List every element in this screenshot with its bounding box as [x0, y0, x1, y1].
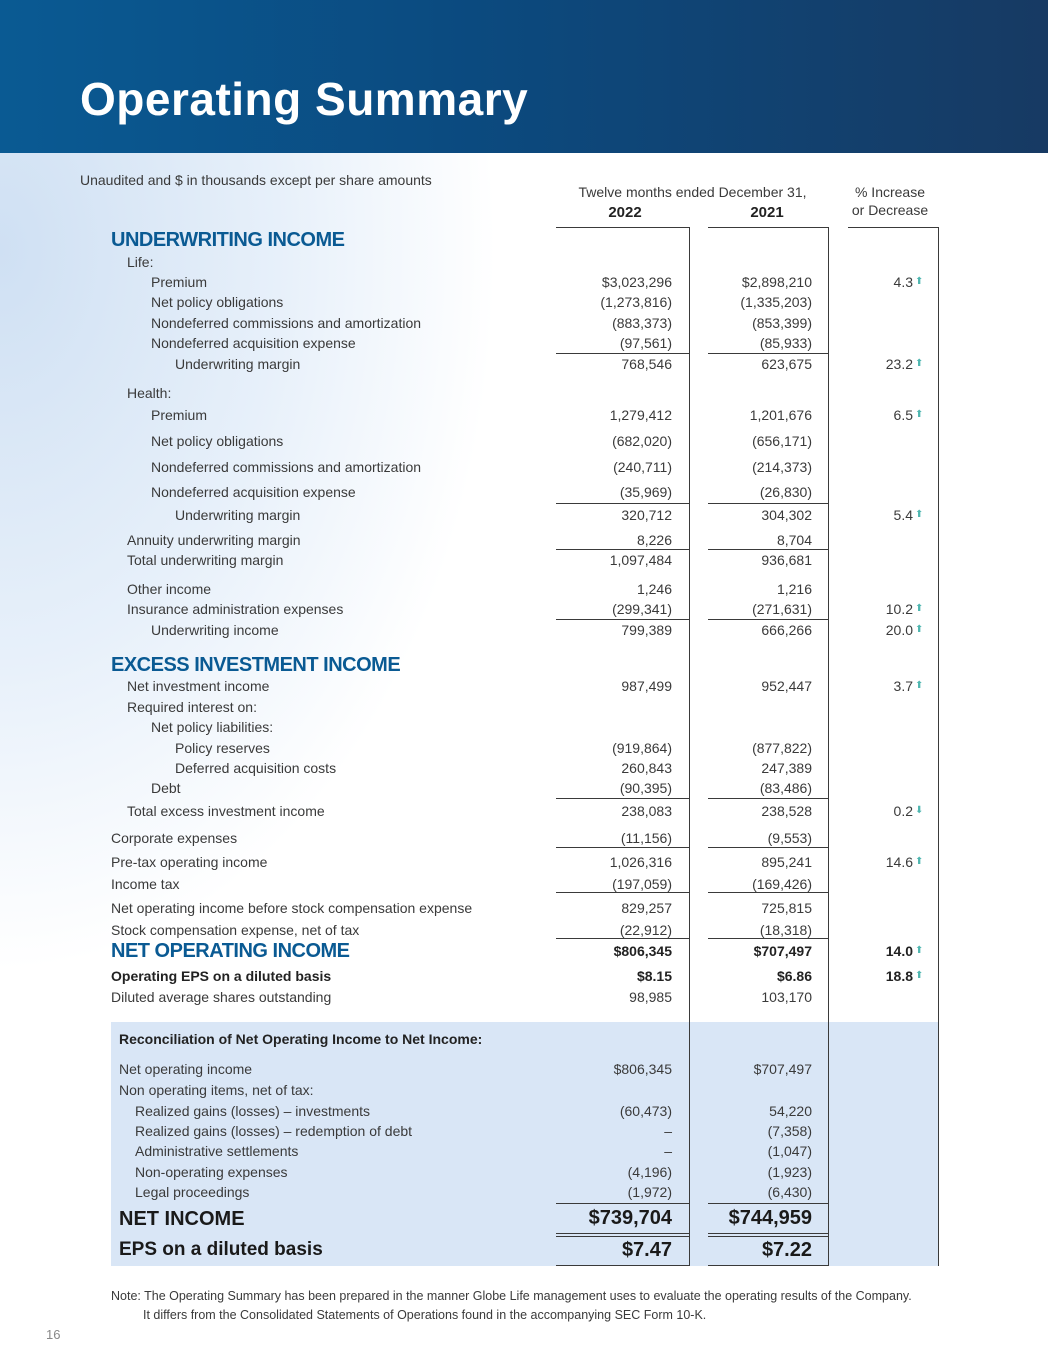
pct-change: 14.6: [885, 854, 913, 870]
year-2022-header: 2022: [608, 204, 642, 221]
row-label: Required interest on:: [127, 699, 257, 715]
pct-change: 0.2: [893, 803, 913, 819]
table-row: [0, 505, 1048, 525]
row-label: Premium: [151, 407, 208, 423]
value-2021: $744,959: [728, 1207, 812, 1229]
value-2021: 304,302: [761, 507, 812, 523]
value-2021: (83,486): [759, 780, 812, 796]
row-label: Income tax: [111, 876, 180, 892]
pct-header-line2: or Decrease: [851, 202, 929, 218]
arrow-up-icon: ⬆: [915, 409, 924, 420]
table-row: [0, 1182, 1048, 1202]
rule-tax-2: [708, 892, 828, 893]
arrow-up-icon: ⬆: [915, 680, 924, 691]
table-row: [0, 292, 1048, 312]
table-row: [0, 941, 1048, 961]
recon-title: Reconciliation of Net Operating Income to Net Income:: [119, 1031, 483, 1047]
row-label: Net operating income before stock compensation expense: [111, 900, 473, 916]
rule-stock-1: [556, 938, 689, 939]
arrow-up-icon: ⬆: [915, 856, 924, 867]
row-label: Premium: [151, 274, 208, 290]
table-row: [0, 852, 1048, 872]
arrow-up-icon: ⬆: [915, 624, 924, 635]
eps-label: EPS on a diluted basis: [119, 1239, 323, 1260]
value-2022: 238,083: [621, 803, 672, 819]
value-2022: $739,704: [588, 1207, 672, 1229]
value-2022: (197,059): [612, 876, 672, 892]
pct-change: 23.2: [885, 356, 913, 372]
value-2022: (22,912): [619, 922, 672, 938]
section-underwriting: [0, 230, 1048, 250]
rule-health-2: [708, 503, 828, 504]
table-row: [0, 898, 1048, 918]
col2-header-rule: [708, 227, 828, 228]
table-row: [0, 313, 1048, 333]
row-label: Health:: [127, 385, 172, 401]
page-number: 16: [46, 1327, 61, 1342]
row-label: Diluted average shares outstanding: [111, 989, 332, 1005]
value-2021: $2,898,210: [741, 274, 812, 290]
value-2021: 238,528: [761, 803, 812, 819]
pct-change: 10.2: [885, 601, 913, 617]
value-2021: $7.22: [761, 1239, 812, 1261]
row-label: Nondeferred commissions and amortization: [151, 459, 422, 475]
col1-header-rule: [556, 227, 689, 228]
value-2021: (656,171): [752, 433, 812, 449]
row-label: Underwriting income: [151, 622, 279, 638]
value-2021: 8,704: [776, 532, 812, 548]
value-2021: (85,933): [759, 335, 812, 351]
arrow-up-icon: ⬆: [915, 358, 924, 369]
rule-health-1: [556, 503, 689, 504]
row-label: Net policy liabilities:: [151, 719, 274, 735]
table-row: [0, 828, 1048, 848]
value-2021: (1,923): [767, 1164, 812, 1180]
section-excess: [0, 655, 1048, 675]
table-row: [0, 874, 1048, 894]
page-title: Operating Summary: [80, 73, 529, 125]
table-row: [0, 717, 1048, 737]
period-header: Twelve months ended December 31,: [578, 184, 807, 200]
rule-annuity-1: [556, 549, 689, 550]
table-row: [0, 1101, 1048, 1121]
table-row: [0, 405, 1048, 425]
row-label: Underwriting margin: [175, 507, 301, 523]
value-2021: 936,681: [761, 552, 812, 568]
value-2021: 725,815: [761, 900, 812, 916]
value-2021: (1,335,203): [740, 294, 812, 310]
table-row: [0, 1059, 1048, 1079]
value-2022: (1,972): [627, 1184, 672, 1200]
value-2022: 320,712: [621, 507, 672, 523]
value-2021: 1,216: [776, 581, 812, 597]
value-2022: (11,156): [620, 830, 672, 846]
pct-change: 4.3: [893, 274, 913, 290]
table-row: [0, 987, 1048, 1007]
row-label: Underwriting margin: [175, 356, 301, 372]
value-2022: $806,345: [613, 943, 672, 959]
row-label: Net investment income: [127, 678, 270, 694]
table-row: [0, 1208, 1048, 1228]
row-label: Other income: [127, 581, 212, 597]
value-2021: (169,426): [752, 876, 812, 892]
arrow-up-icon: ⬆: [915, 970, 924, 981]
row-label: Non-operating expenses: [135, 1164, 288, 1180]
pct-header-line1: % Increase: [854, 184, 926, 200]
pct-change: 6.5: [893, 407, 913, 423]
value-2021: (214,373): [752, 459, 812, 475]
value-2022: 799,389: [621, 622, 672, 638]
value-2021: 952,447: [761, 678, 812, 694]
value-2022: $8.15: [636, 968, 672, 984]
table-row: [0, 697, 1048, 717]
table-row: [0, 966, 1048, 986]
arrow-up-icon: ⬆: [915, 945, 924, 956]
pct-change: 5.4: [893, 507, 913, 523]
rule-legal-1: [556, 1203, 689, 1204]
table-row: [0, 530, 1048, 550]
section-underwriting-title: UNDERWRITING INCOME: [111, 229, 345, 251]
value-2022: 1,026,316: [609, 854, 672, 870]
value-2022: 1,279,412: [609, 407, 672, 423]
rule-corp-1: [556, 847, 689, 848]
rule-eps-2: [708, 1265, 828, 1266]
rule-ni-2: [708, 1233, 828, 1234]
value-2021: (6,430): [767, 1184, 812, 1200]
table-row: [0, 383, 1048, 403]
value-2021: (26,830): [759, 484, 812, 500]
rule-debt-2: [708, 798, 828, 799]
rule-ni-2b: [708, 1236, 828, 1237]
row-label: Nondeferred acquisition expense: [151, 335, 356, 351]
table-row: [0, 1080, 1048, 1100]
pct-change: 14.0: [885, 943, 913, 959]
value-2022: (90,395): [619, 780, 672, 796]
row-label: Insurance administration expenses: [127, 601, 344, 617]
footnote: [111, 1287, 912, 1325]
value-2021: $707,497: [753, 943, 812, 959]
value-2022: 829,257: [621, 900, 672, 916]
table-row: [0, 252, 1048, 272]
year-2021-header: 2021: [750, 204, 784, 221]
table-row: [0, 431, 1048, 451]
value-2021: 1,201,676: [749, 407, 812, 423]
row-label: Legal proceedings: [135, 1184, 250, 1200]
recon-title-row: [0, 1029, 1048, 1049]
row-label: Deferred acquisition costs: [175, 760, 337, 776]
footnote-line-2: It differs from the Consolidated Statements of Operations found in the accompanying SEC Form 10-K.: [143, 1308, 707, 1322]
table-row: [0, 778, 1048, 798]
row-label: Nondeferred acquisition expense: [151, 484, 356, 500]
header-banner: [0, 0, 1048, 153]
table-row: [0, 482, 1048, 502]
table-row: [0, 550, 1048, 570]
table-row: [0, 579, 1048, 599]
value-2022: (1,273,816): [600, 294, 672, 310]
value-2022: 768,546: [621, 356, 672, 372]
row-label: Corporate expenses: [111, 830, 238, 846]
value-2021: 623,675: [761, 356, 812, 372]
rule-ni-1: [556, 1233, 689, 1234]
table-row: [0, 676, 1048, 696]
table-row: [0, 801, 1048, 821]
net-income-label: NET INCOME: [119, 1208, 245, 1230]
section-excess-title: EXCESS INVESTMENT INCOME: [111, 654, 401, 676]
rule-legal-2: [708, 1203, 828, 1204]
value-2021: 103,170: [761, 989, 812, 1005]
rule-tax-1: [556, 892, 689, 893]
footnote-line-1: Note: The Operating Summary has been prepared in the manner Globe Life management uses to evaluate the operating results of the Company.: [111, 1289, 912, 1303]
arrow-up-icon: ⬆: [915, 509, 924, 520]
table-row: [0, 457, 1048, 477]
row-label: Realized gains (losses) – investments: [135, 1103, 370, 1119]
row-label: Operating EPS on a diluted basis: [111, 968, 332, 984]
rule-eps-1: [556, 1265, 689, 1266]
value-2022: 8,226: [636, 532, 672, 548]
value-2021: (853,399): [752, 315, 812, 331]
row-label: Net operating income: [119, 1061, 253, 1077]
value-2021: (877,822): [752, 740, 812, 756]
value-2022: (682,020): [612, 433, 672, 449]
value-2022: 1,246: [636, 581, 672, 597]
value-2021: $6.86: [776, 968, 812, 984]
table-row: [0, 620, 1048, 640]
row-label: Non operating items, net of tax:: [119, 1082, 314, 1098]
rule-admin-1: [556, 619, 689, 620]
table-row: [0, 758, 1048, 778]
row-label: Net policy obligations: [151, 433, 284, 449]
value-2022: $806,345: [613, 1061, 672, 1077]
pct-change: 18.8: [885, 968, 913, 984]
rule-annuity-2: [708, 549, 828, 550]
rule-debt-1: [556, 798, 689, 799]
row-label: Nondeferred commissions and amortization: [151, 315, 422, 331]
row-label: Policy reserves: [175, 740, 270, 756]
table-row: [0, 738, 1048, 758]
table-row: [0, 599, 1048, 619]
value-2022: 987,499: [621, 678, 672, 694]
row-label: Net policy obligations: [151, 294, 284, 310]
row-label: Pre-tax operating income: [111, 854, 268, 870]
value-2022: $7.47: [621, 1239, 672, 1261]
value-2022: 98,985: [629, 989, 672, 1005]
rule-life-1: [556, 353, 689, 354]
table-row: [0, 333, 1048, 353]
table-row: [0, 1240, 1048, 1260]
value-2022: $3,023,296: [601, 274, 672, 290]
row-label: Annuity underwriting margin: [127, 532, 301, 548]
value-2022: (60,473): [619, 1103, 672, 1119]
value-2022: (97,561): [619, 335, 672, 351]
table-row: [0, 1141, 1048, 1161]
value-2022: (299,341): [612, 601, 672, 617]
row-label: Stock compensation expense, net of tax: [111, 922, 360, 938]
value-2021: $707,497: [753, 1061, 812, 1077]
row-label: Life:: [127, 254, 154, 270]
rule-stock-2: [708, 938, 828, 939]
row-label: Total underwriting margin: [127, 552, 284, 568]
pct-change: 3.7: [893, 678, 913, 694]
value-2022: –: [664, 1143, 672, 1159]
row-label: Administrative settlements: [135, 1143, 299, 1159]
value-2021: (271,631): [752, 601, 812, 617]
arrow-up-icon: ⬆: [915, 603, 924, 614]
units-note: Unaudited and $ in thousands except per share amounts: [80, 172, 432, 188]
value-2022: (883,373): [612, 315, 672, 331]
value-2022: 1,097,484: [609, 552, 672, 568]
rule-ni-1b: [556, 1236, 689, 1237]
rule-corp-2: [708, 847, 828, 848]
row-label: Total excess investment income: [127, 803, 325, 819]
pct-change: 20.0: [885, 622, 913, 638]
value-2022: –: [664, 1123, 672, 1139]
value-2021: 54,220: [769, 1103, 812, 1119]
value-2021: (18,318): [759, 922, 812, 938]
arrow-down-icon: ⬇: [915, 805, 924, 816]
table-row: [0, 920, 1048, 940]
rule-life-2: [708, 353, 828, 354]
value-2022: (240,711): [613, 459, 672, 475]
value-2022: (919,864): [612, 740, 672, 756]
value-2021: 247,389: [761, 760, 812, 776]
value-2021: 895,241: [761, 854, 812, 870]
row-label: Debt: [151, 780, 181, 796]
value-2021: (9,553): [767, 830, 812, 846]
value-2022: (35,969): [619, 484, 672, 500]
table-row: [0, 272, 1048, 292]
value-2021: 666,266: [761, 622, 812, 638]
table-row: [0, 1162, 1048, 1182]
arrow-up-icon: ⬆: [915, 276, 924, 287]
value-2021: (1,047): [767, 1143, 812, 1159]
row-label: Realized gains (losses) – redemption of debt: [135, 1123, 413, 1139]
rule-admin-2: [708, 619, 828, 620]
value-2022: (4,196): [627, 1164, 672, 1180]
col3-header-rule: [848, 227, 938, 228]
section-net-operating-title: NET OPERATING INCOME: [111, 940, 350, 962]
value-2022: 260,843: [621, 760, 672, 776]
table-row: [0, 354, 1048, 374]
value-2021: (7,358): [767, 1123, 812, 1139]
table-row: [0, 1121, 1048, 1141]
